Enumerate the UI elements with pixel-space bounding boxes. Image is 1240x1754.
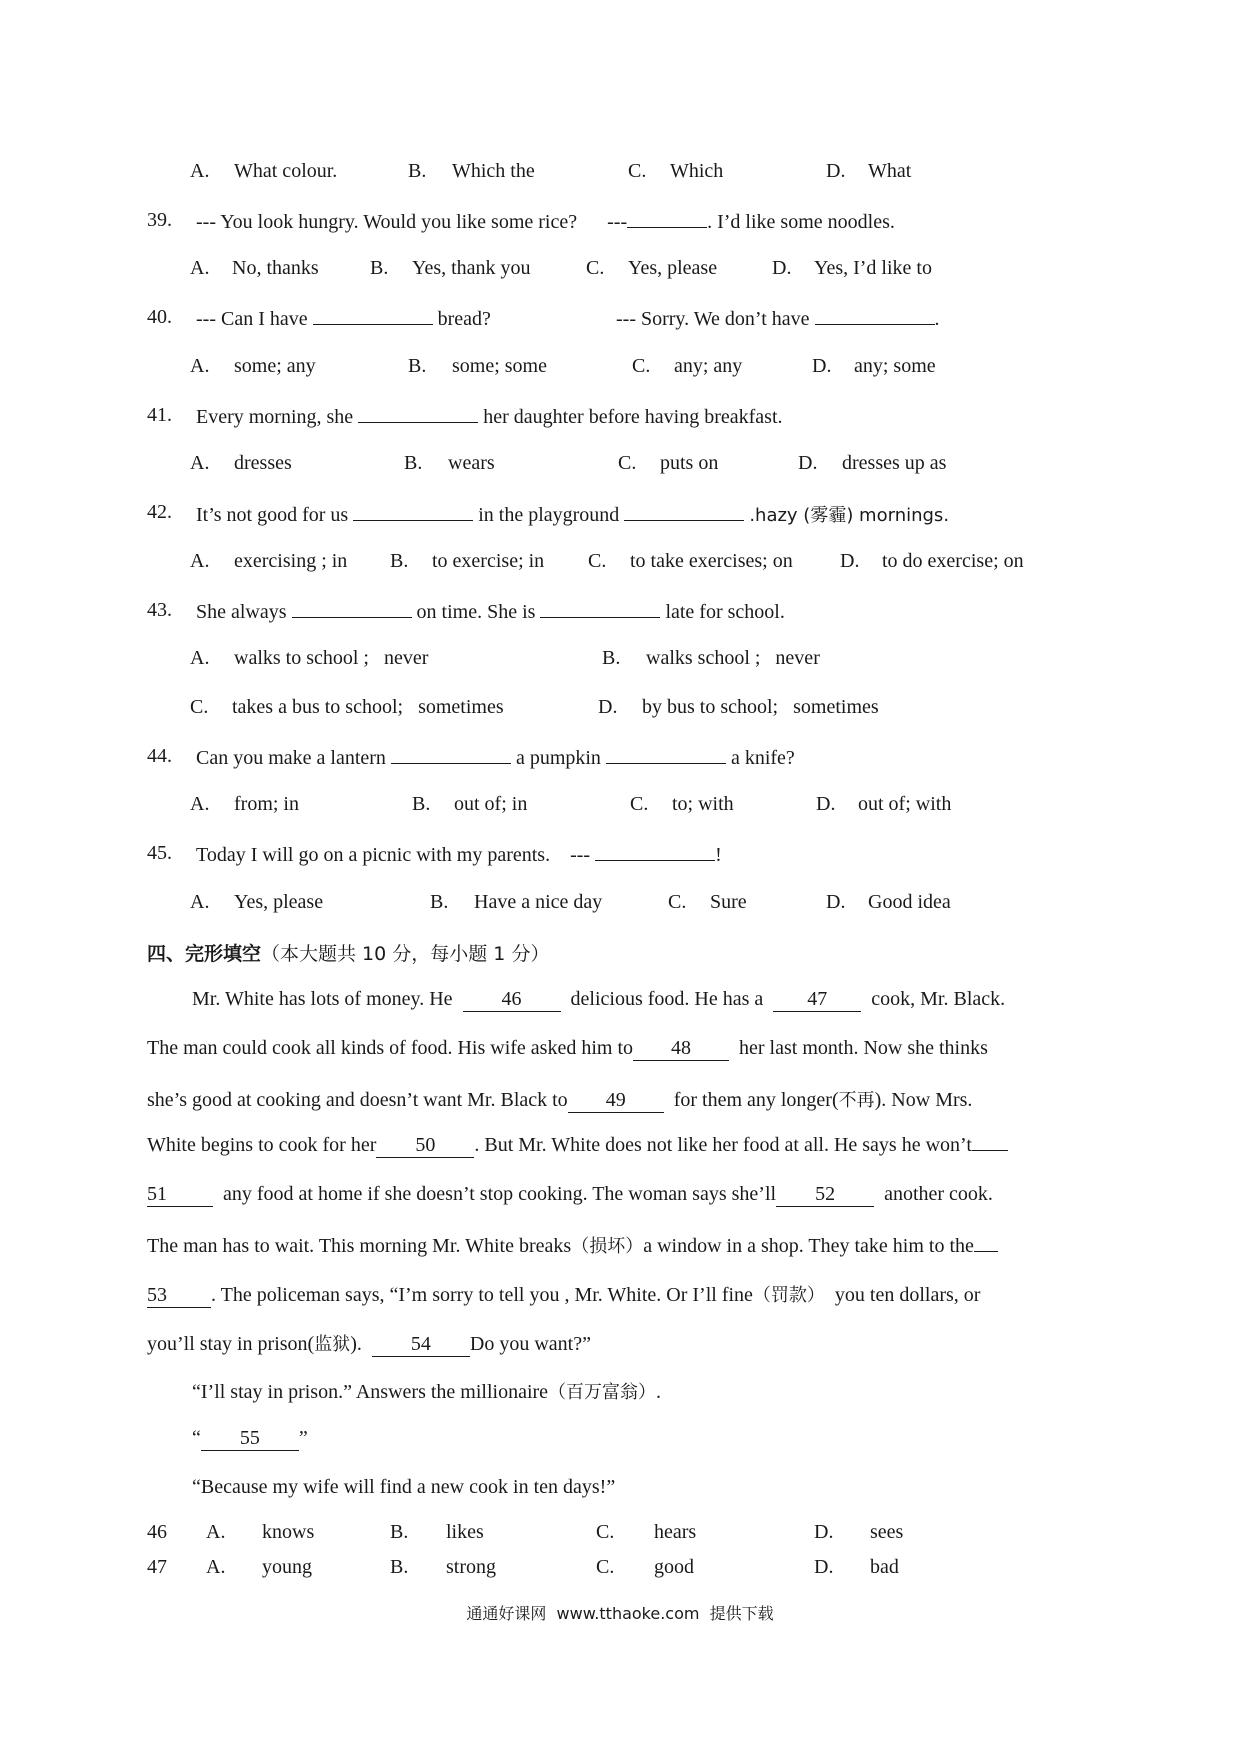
section-note: （本大题共 10 分，每小题 1 分） bbox=[261, 943, 550, 965]
option-c-text: puts on bbox=[660, 452, 719, 474]
passage-text: “ bbox=[192, 1427, 201, 1449]
q38-option-b-text: Which the bbox=[452, 160, 535, 182]
passage-text: Do you want?” bbox=[469, 1333, 591, 1355]
question-stem bbox=[196, 404, 783, 429]
stem-text: --- bbox=[570, 844, 591, 866]
option-c-letter: C. bbox=[596, 1556, 615, 1578]
stem-text: .hazy (雾霾) mornings. bbox=[749, 505, 950, 526]
option-a-letter: A. bbox=[190, 793, 210, 815]
q38-option-d-letter: D. bbox=[826, 160, 846, 182]
passage-text-cn: （百万富翁） bbox=[548, 1382, 657, 1403]
option-a-text: from; in bbox=[234, 793, 299, 815]
stem-text: --- bbox=[607, 211, 628, 233]
question-stem bbox=[196, 745, 795, 770]
passage-text: you ten dollars, or bbox=[834, 1284, 981, 1306]
option-a-letter: A. bbox=[190, 550, 210, 572]
option-b-letter: B. bbox=[430, 891, 449, 913]
passage-text: a window in a shop. They take him to the bbox=[643, 1235, 974, 1257]
passage-text: “I’ll stay in prison.” Answers the millionaire bbox=[192, 1381, 549, 1403]
blank-48[interactable]: 48 bbox=[633, 1037, 729, 1061]
passage-text: . But Mr. White does not like her food at all. He says he won’t bbox=[474, 1134, 972, 1156]
blank-52[interactable]: 52 bbox=[776, 1183, 874, 1207]
option-d-text: bad bbox=[870, 1556, 899, 1578]
passage-text: for them any longer( bbox=[673, 1089, 839, 1111]
answer-blank[interactable] bbox=[358, 404, 478, 423]
option-a-text: knows bbox=[262, 1521, 315, 1543]
option-a-letter: A. bbox=[206, 1521, 226, 1543]
question-stem bbox=[196, 599, 785, 624]
passage-text: delicious food. He has a bbox=[570, 988, 764, 1010]
stem-text: late for school. bbox=[665, 601, 785, 623]
stem-text: --- Can I have bbox=[196, 308, 308, 330]
option-c-letter: C. bbox=[618, 452, 637, 474]
blank-49[interactable]: 49 bbox=[568, 1089, 664, 1113]
page-footer: 通通好课网 www.tthaoke.com 提供下载 bbox=[466, 1604, 774, 1623]
option-b-text: Have a nice day bbox=[474, 891, 603, 913]
option-a-text: walks to school ; never bbox=[234, 647, 429, 669]
blank-54[interactable]: 54 bbox=[372, 1333, 470, 1357]
answer-blank[interactable] bbox=[815, 306, 935, 325]
answer-blank[interactable] bbox=[540, 599, 660, 618]
option-d-letter: D. bbox=[816, 793, 836, 815]
question-number: 45. bbox=[147, 842, 172, 864]
answer-blank[interactable] bbox=[606, 745, 726, 764]
q38-option-c-letter: C. bbox=[628, 160, 647, 182]
option-b-text: Yes, thank you bbox=[412, 257, 531, 279]
option-d-text: sees bbox=[870, 1521, 904, 1543]
option-d-letter: D. bbox=[598, 696, 618, 718]
option-a-letter: A. bbox=[206, 1556, 226, 1578]
answer-blank[interactable] bbox=[624, 502, 744, 521]
passage-text: ” bbox=[298, 1427, 308, 1449]
question-number: 44. bbox=[147, 745, 172, 767]
passage-line bbox=[147, 1086, 972, 1113]
option-c-text: takes a bus to school; sometimes bbox=[232, 696, 504, 718]
stem-text: ! bbox=[715, 844, 722, 866]
passage-text: cook, Mr. Black. bbox=[871, 988, 1006, 1010]
option-d-text: dresses up as bbox=[842, 452, 947, 474]
option-a-text: No, thanks bbox=[232, 257, 319, 279]
question-stem bbox=[196, 501, 949, 527]
question-number: 47 bbox=[147, 1556, 167, 1578]
passage-line bbox=[147, 1330, 591, 1357]
passage-text: The man could cook all kinds of food. His wife asked him to bbox=[147, 1037, 634, 1059]
option-b-letter: B. bbox=[404, 452, 423, 474]
question-number: 43. bbox=[147, 599, 172, 621]
option-d-text: to do exercise; on bbox=[882, 550, 1024, 572]
answer-blank[interactable] bbox=[391, 745, 511, 764]
option-d-letter: D. bbox=[812, 355, 832, 377]
passage-line bbox=[147, 1183, 993, 1207]
passage-line bbox=[192, 1427, 308, 1451]
question-number: 42. bbox=[147, 501, 172, 523]
option-c-letter: C. bbox=[630, 793, 649, 815]
option-d-letter: D. bbox=[798, 452, 818, 474]
passage-text: her last month. Now she thinks bbox=[739, 1037, 988, 1059]
question-number: 39. bbox=[147, 209, 172, 231]
option-b-text: likes bbox=[446, 1521, 484, 1543]
stem-text: Every morning, she bbox=[196, 406, 354, 428]
option-a-letter: A. bbox=[190, 257, 210, 279]
q38-option-d-text: What bbox=[868, 160, 912, 182]
option-a-text: exercising ; in bbox=[234, 550, 348, 572]
option-a-letter: A. bbox=[190, 891, 210, 913]
question-number: 41. bbox=[147, 404, 172, 426]
option-d-text: any; some bbox=[854, 355, 936, 377]
passage-line bbox=[147, 1281, 980, 1308]
option-c-letter: C. bbox=[586, 257, 605, 279]
option-a-letter: A. bbox=[190, 647, 210, 669]
q38-option-a-letter: A. bbox=[190, 160, 210, 182]
blank-53-start[interactable] bbox=[974, 1251, 998, 1252]
blank-55[interactable]: 55 bbox=[201, 1427, 299, 1451]
passage-text: White begins to cook for her bbox=[147, 1134, 377, 1156]
option-b-text: some; some bbox=[452, 355, 547, 377]
option-d-letter: D. bbox=[814, 1521, 834, 1543]
option-d-text: Good idea bbox=[868, 891, 951, 913]
passage-line bbox=[147, 1134, 1008, 1158]
blank-46[interactable]: 46 bbox=[463, 988, 561, 1012]
question-number: 46 bbox=[147, 1521, 167, 1543]
question-stem bbox=[616, 306, 940, 331]
passage-line bbox=[147, 1037, 988, 1061]
answer-blank[interactable] bbox=[313, 306, 433, 325]
answer-blank[interactable] bbox=[353, 502, 473, 521]
option-c-letter: C. bbox=[632, 355, 651, 377]
option-c-text: to take exercises; on bbox=[630, 550, 793, 572]
option-c-letter: C. bbox=[588, 550, 607, 572]
option-b-letter: B. bbox=[370, 257, 389, 279]
passage-line bbox=[192, 988, 1005, 1012]
option-c-text: any; any bbox=[674, 355, 743, 377]
passage-text: Mr. White has lots of money. He bbox=[192, 988, 453, 1010]
option-b-text: out of; in bbox=[454, 793, 528, 815]
q38-option-c-text: Which bbox=[670, 160, 724, 182]
option-b-text: strong bbox=[446, 1556, 496, 1578]
option-b-letter: B. bbox=[390, 1556, 409, 1578]
blank-53[interactable]: 53 bbox=[147, 1284, 211, 1308]
question-stem bbox=[196, 306, 491, 331]
stem-text: Can you make a lantern bbox=[196, 747, 386, 769]
answer-blank[interactable] bbox=[292, 599, 412, 618]
answer-blank[interactable] bbox=[595, 842, 715, 861]
option-a-letter: A. bbox=[190, 355, 210, 377]
passage-line bbox=[147, 1232, 998, 1258]
passage-text: she’s good at cooking and doesn’t want Mr. Black to bbox=[147, 1089, 568, 1111]
stem-text: a knife? bbox=[730, 747, 795, 769]
passage-line: “Because my wife will find a new cook in ten days!” bbox=[192, 1476, 616, 1498]
option-c-text: Yes, please bbox=[628, 257, 718, 279]
passage-text: . bbox=[656, 1381, 662, 1403]
stem-text: in the playground bbox=[478, 504, 620, 526]
stem-text: bread? bbox=[437, 308, 491, 330]
option-b-letter: B. bbox=[390, 1521, 409, 1543]
passage-text: any food at home if she doesn’t stop cooking. The woman says she’ll bbox=[223, 1183, 777, 1205]
option-d-letter: D. bbox=[814, 1556, 834, 1578]
stem-text: . I’d like some noodles. bbox=[707, 211, 895, 233]
option-c-text: hears bbox=[654, 1521, 697, 1543]
section-heading bbox=[147, 939, 549, 966]
option-d-letter: D. bbox=[840, 550, 860, 572]
option-c-letter: C. bbox=[668, 891, 687, 913]
passage-line bbox=[192, 1378, 661, 1404]
passage-text: . The policeman says, “I’m sorry to tell you , Mr. White. Or I’ll fine bbox=[211, 1284, 753, 1306]
stem-text: a pumpkin bbox=[515, 747, 601, 769]
blank-50[interactable]: 50 bbox=[376, 1134, 474, 1158]
option-c-letter: C. bbox=[190, 696, 209, 718]
passage-text: you’ll stay in prison( bbox=[147, 1333, 315, 1355]
stem-text: She always bbox=[196, 601, 287, 623]
option-b-letter: B. bbox=[412, 793, 431, 815]
question-number: 40. bbox=[147, 306, 172, 328]
option-d-letter: D. bbox=[772, 257, 792, 279]
question-stem bbox=[196, 842, 722, 867]
option-b-letter: B. bbox=[390, 550, 409, 572]
stem-text: --- Sorry. We don’t have bbox=[616, 308, 810, 330]
passage-text-cn: 不再 bbox=[838, 1090, 875, 1111]
passage-text: The man has to wait. This morning Mr. White breaks bbox=[147, 1235, 572, 1257]
passage-text-cn: （罚款） bbox=[752, 1285, 825, 1306]
option-b-letter: B. bbox=[602, 647, 621, 669]
option-a-text: some; any bbox=[234, 355, 316, 377]
option-a-text: Yes, please bbox=[234, 891, 324, 913]
question-stem bbox=[196, 209, 895, 234]
passage-text: ). Now Mrs. bbox=[874, 1089, 973, 1111]
option-a-letter: A. bbox=[190, 452, 210, 474]
stem-text: . bbox=[934, 308, 940, 330]
option-a-text: young bbox=[262, 1556, 312, 1578]
option-b-letter: B. bbox=[408, 355, 427, 377]
option-d-text: Yes, I’d like to bbox=[814, 257, 932, 279]
blank-47[interactable]: 47 bbox=[773, 988, 861, 1012]
option-d-text: by bus to school; sometimes bbox=[642, 696, 879, 718]
option-a-text: dresses bbox=[234, 452, 292, 474]
option-b-text: wears bbox=[448, 452, 495, 474]
option-c-text: Sure bbox=[710, 891, 747, 913]
option-b-text: to exercise; in bbox=[432, 550, 545, 572]
q38-option-b-letter: B. bbox=[408, 160, 427, 182]
option-d-text: out of; with bbox=[858, 793, 952, 815]
passage-text-cn: （损坏） bbox=[571, 1236, 644, 1257]
option-c-text: to; with bbox=[672, 793, 734, 815]
stem-text: --- You look hungry. Would you like some rice? bbox=[196, 211, 578, 233]
stem-text: Today I will go on a picnic with my parents. bbox=[196, 844, 551, 866]
blank-51-start[interactable] bbox=[972, 1150, 1008, 1151]
stem-text: on time. She is bbox=[416, 601, 536, 623]
option-d-letter: D. bbox=[826, 891, 846, 913]
answer-blank[interactable] bbox=[627, 209, 707, 228]
stem-text: It’s not good for us bbox=[196, 504, 349, 526]
section-title: 四、完形填空 bbox=[147, 943, 262, 965]
blank-51[interactable]: 51 bbox=[147, 1183, 213, 1207]
option-c-text: good bbox=[654, 1556, 694, 1578]
option-b-text: walks school ; never bbox=[646, 647, 820, 669]
option-c-letter: C. bbox=[596, 1521, 615, 1543]
passage-text: another cook. bbox=[884, 1183, 993, 1205]
stem-text: her daughter before having breakfast. bbox=[483, 406, 783, 428]
q38-option-a-text: What colour. bbox=[234, 160, 338, 182]
passage-text-cn: 监狱 bbox=[314, 1334, 351, 1355]
passage-text: ). bbox=[350, 1333, 362, 1355]
